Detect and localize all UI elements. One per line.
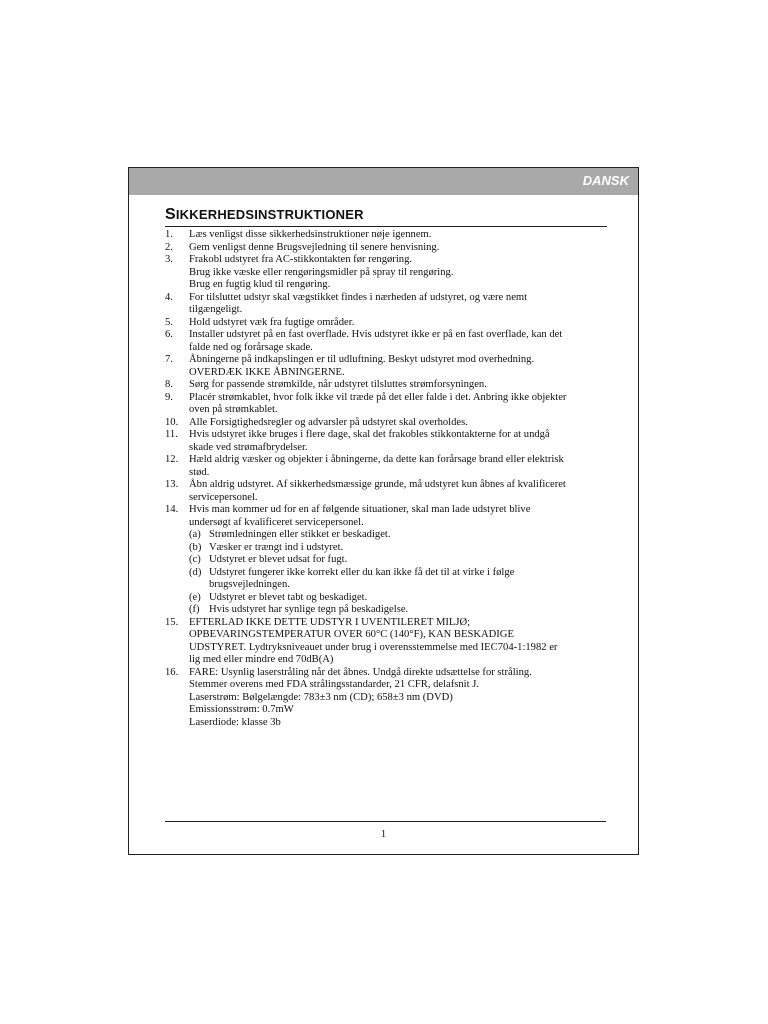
sub-item-text-line: Strømledningen eller stikket er beskadiget. xyxy=(209,529,391,540)
item-number: 9. xyxy=(165,391,173,403)
sub-item-text-line: Udstyret er blevet udsat for fugt. xyxy=(209,554,348,565)
item-text-line: servicepersonel. xyxy=(189,491,258,503)
sub-item-letter: (a) xyxy=(189,529,201,540)
list-item xyxy=(165,479,609,504)
item-body xyxy=(189,379,609,392)
sub-item-body xyxy=(209,592,609,605)
item-text-line: undersøgt af kvalificeret servicepersonel. xyxy=(189,516,364,528)
list-item xyxy=(165,317,609,330)
item-text-line: UDSTYRET. Lydtryksniveauet under brug i overensstemmelse med IEC704-1:1982 er xyxy=(189,641,558,653)
item-text-line: Placér strømkablet, hvor folk ikke vil træde på det eller falde i det. Anbring ikke objekter xyxy=(189,391,567,403)
sub-list xyxy=(189,529,609,617)
item-text-line: Hvis udstyret ikke bruges i flere dage, skal det frakobles stikkontakterne for at undgå xyxy=(189,429,550,440)
list-item xyxy=(165,292,609,317)
list-item xyxy=(165,429,609,454)
item-text-line: Brug ikke væske eller rengøringsmidler på spray til rengøring. xyxy=(189,266,454,278)
language-label: DANSK xyxy=(582,173,629,188)
title-first-letter: S xyxy=(165,206,176,223)
sub-item-text-line: Udstyret er blevet tabt og beskadiget. xyxy=(209,591,368,603)
item-text-line: EFTERLAD IKKE DETTE UDSTYR I UVENTILERET MILJØ; xyxy=(189,616,471,628)
sub-item-letter: (d) xyxy=(189,566,202,578)
item-number: 11. xyxy=(165,429,178,440)
sub-list-item xyxy=(189,604,609,617)
item-body xyxy=(189,504,609,617)
item-text-line: Hæld aldrig væsker og objekter i åbningerne, da dette kan forårsage brand eller elektrisk xyxy=(189,454,564,465)
sub-item-letter: (c) xyxy=(189,554,201,565)
list-item xyxy=(165,354,609,379)
item-body xyxy=(189,417,609,430)
sub-item-text-line: brugsvejledningen. xyxy=(209,579,290,590)
item-number: 6. xyxy=(165,329,173,340)
sub-list-item xyxy=(189,542,609,555)
item-number: 7. xyxy=(165,354,173,365)
item-number: 12. xyxy=(165,454,179,465)
item-number: 2. xyxy=(165,241,173,253)
item-number: 16. xyxy=(165,666,179,678)
page-title xyxy=(165,206,607,227)
item-text-line: Laserdiode: klasse 3b xyxy=(189,716,281,728)
item-number: 13. xyxy=(165,479,179,490)
item-number: 15. xyxy=(165,616,179,628)
item-number: 4. xyxy=(165,291,173,303)
item-text-line: OPBEVARINGSTEMPERATUR OVER 60°C (140°F), KAN BESKADIGE xyxy=(189,629,514,640)
item-text-line: Installer udstyret på en fast overflade. Hvis udstyret ikke er på en fast overflade, kan det xyxy=(189,329,563,340)
item-text-line: OVERDÆK IKKE ÅBNINGERNE. xyxy=(189,366,345,378)
sub-item-body xyxy=(209,554,609,567)
item-body xyxy=(189,429,609,454)
sub-item-body xyxy=(209,529,609,542)
item-text-line: Sørg for passende strømkilde, når udstyret tilsluttes strømforsyningen. xyxy=(189,379,487,390)
item-text-line: stød. xyxy=(189,466,210,478)
sub-item-text-line: Hvis udstyret har synlige tegn på beskadigelse. xyxy=(209,604,409,615)
item-number: 3. xyxy=(165,254,173,265)
item-text-line: Alle Forsigtighedsregler og advarsler på udstyret skal overholdes. xyxy=(189,416,468,428)
item-number: 1. xyxy=(165,229,173,240)
sub-item-letter: (e) xyxy=(189,591,201,603)
page-frame xyxy=(128,167,639,855)
item-body xyxy=(189,354,609,379)
item-text-line: Gem venligst denne Brugsvejledning til senere henvisning. xyxy=(189,241,440,253)
item-text-line: tilgængeligt. xyxy=(189,304,243,315)
list-item xyxy=(165,617,609,667)
sub-item-body xyxy=(209,604,609,617)
item-text-line: Frakobl udstyret fra AC-stikkontakten før rengøring. xyxy=(189,254,413,265)
item-body xyxy=(189,454,609,479)
page-number: 1 xyxy=(380,829,387,840)
instructions-content xyxy=(165,229,609,729)
item-body xyxy=(189,667,609,730)
item-body xyxy=(189,292,609,317)
item-text-line: Åbningerne på indkapslingen er til udluftning. Beskyt udstyret mod overhedning. xyxy=(189,354,535,365)
list-item xyxy=(165,504,609,617)
sub-item-text-line: Væsker er trængt ind i udstyret. xyxy=(209,541,344,553)
item-text-line: falde ned og forårsage skade. xyxy=(189,341,313,353)
sub-list-item xyxy=(189,529,609,542)
title-rest: IKKERHEDSINSTRUKTIONER xyxy=(175,207,364,222)
item-text-line: Hold udstyret væk fra fugtige områder. xyxy=(189,316,355,328)
list-item xyxy=(165,454,609,479)
list-item xyxy=(165,229,609,242)
list-item xyxy=(165,417,609,430)
item-number: 14. xyxy=(165,504,179,515)
item-text-line: skade ved strømafbrydelser. xyxy=(189,441,308,453)
item-body xyxy=(189,242,609,255)
item-text-line: For tilsluttet udstyr skal vægstikket findes i nærheden af udstyret, og være nemt xyxy=(189,291,528,303)
item-body xyxy=(189,617,609,667)
item-text-line: Læs venligst disse sikkerhedsinstruktioner nøje igennem. xyxy=(189,229,432,240)
list-item xyxy=(165,379,609,392)
language-header-bar xyxy=(129,168,638,195)
item-text-line: lig med eller mindre end 70dB(A) xyxy=(189,654,334,665)
item-body xyxy=(189,254,609,292)
list-item xyxy=(165,392,609,417)
footer-divider xyxy=(165,821,606,822)
sub-item-body xyxy=(209,567,609,592)
item-text-line: FARE: Usynlig laserstråling når det åbnes. Undgå direkte udsættelse for stråling. xyxy=(189,666,532,678)
sub-list-item xyxy=(189,592,609,605)
instructions-list xyxy=(165,229,609,729)
sub-item-letter: (f) xyxy=(189,604,200,615)
sub-item-body xyxy=(209,542,609,555)
item-text-line: Hvis man kommer ud for en af følgende situationer, skal man lade udstyret blive xyxy=(189,504,531,515)
item-text-line: Åbn aldrig udstyret. Af sikkerhedsmæssige grunde, må udstyret kun åbnes af kvalificeret xyxy=(189,479,566,490)
sub-item-letter: (b) xyxy=(189,541,202,553)
item-number: 10. xyxy=(165,416,179,428)
item-text-line: Stemmer overens med FDA strålingsstandarder, 21 CFR, delafsnit J. xyxy=(189,679,479,690)
list-item xyxy=(165,667,609,730)
item-text-line: Emissionsstrøm: 0.7mW xyxy=(189,704,294,715)
list-item xyxy=(165,254,609,292)
sub-list-item xyxy=(189,554,609,567)
item-number: 5. xyxy=(165,316,173,328)
list-item xyxy=(165,242,609,255)
item-body xyxy=(189,479,609,504)
item-body xyxy=(189,392,609,417)
item-number: 8. xyxy=(165,379,173,390)
list-item xyxy=(165,329,609,354)
sub-item-text-line: Udstyret fungerer ikke korrekt eller du kan ikke få det til at virke i følge xyxy=(209,566,515,578)
item-text-line: oven på strømkablet. xyxy=(189,404,278,415)
item-text-line: Brug en fugtig klud til rengøring. xyxy=(189,279,331,290)
item-body xyxy=(189,317,609,330)
item-body xyxy=(189,329,609,354)
sub-list-item xyxy=(189,567,609,592)
item-text-line: Laserstrøm: Bølgelængde: 783±3 nm (CD); 658±3 nm (DVD) xyxy=(189,691,453,703)
item-body xyxy=(189,229,609,242)
